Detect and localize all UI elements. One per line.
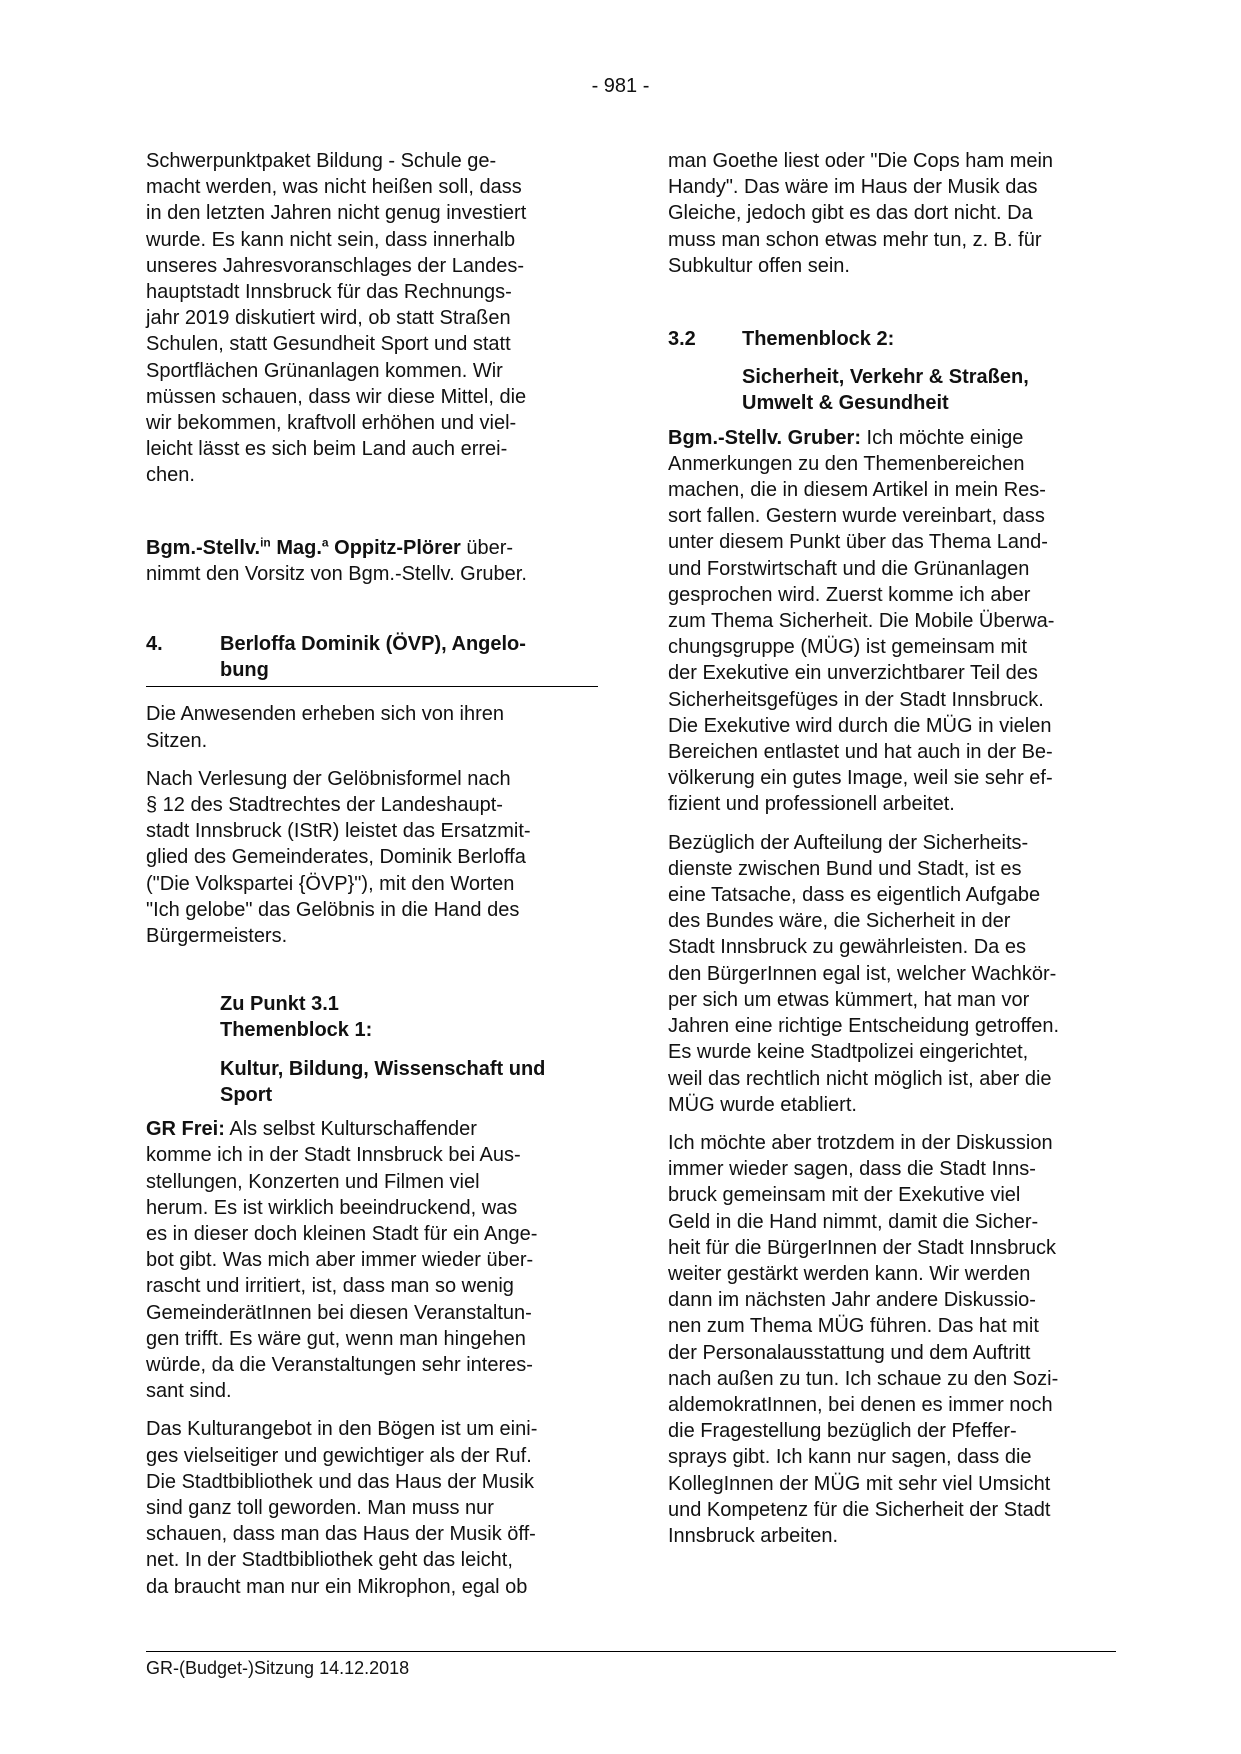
page-footer: GR-(Budget-)Sitzung 14.12.2018: [146, 1658, 410, 1678]
section-4-heading: 4. Berloffa Dominik (ÖVP), Angelo- bung: [146, 633, 526, 682]
page-number: - 981 -: [591, 75, 650, 97]
paragraph-gruber-2: Bezüglich der Aufteilung der Sicherheits- dienste zwischen Bund und Stadt, ist es eine Tatsache, dass es eigentlich Aufgabe des Bundes wäre, die Sicherheit in der Stadt Innsbruck zu gewährleisten. Da es den BürgerInnen egal ist, welcher Wachkör- per sich um etwas kümmert, hat man vor Jahren eine richtige Entscheidung getroffen. Es wurde keine Stadtpolizei eingerichtet, weil das rechtlich nicht möglich ist, aber die MÜG wurde etabliert.: [668, 831, 1060, 1116]
right-column: [668, 148, 1116, 1561]
footer-rule: [146, 1651, 1116, 1652]
paragraph-schwerpunkt: Schwerpunktpaket Bildung - Schule ge- macht werden, was nicht heißen soll, dass in den letzten Jahren nicht genug investiert wurde. Es kann nicht sein, dass innerhalb unseres Jahresvoranschlages der Landes- hauptstadt Innsbruck für das Rechnungs- jahr 2019 diskutiert wird, ob statt Straßen Schulen, statt Gesundheit Sport und statt Sportflächen Grünanlagen kommen. Wir müssen schauen, dass wir diese Mittel, die wir bekommen, kraftvoll erhöhen und viel- leicht lässt es sich beim Land auch errei- chen.: [146, 150, 527, 487]
paragraph-frei-2: Das Kulturangebot in den Bögen ist um eini- ges vielseitiger und gewichtiger als der Ruf. Die Stadtbibliothek und das Haus der Musik sind ganz toll geworden. Man muss nur schauen, dass man das Haus der Musik öff- net. In der Stadtbibliothek geht das leicht, da braucht man nur ein Mikrophon, egal ob: [146, 1418, 538, 1598]
paragraph-frei-1: GR Frei: Als selbst Kulturschaffender komme ich in der Stadt Innsbruck bei Aus- stellungen, Konzerten und Filmen viel herum. Es ist wirklich beeindruckend, was es in dieser doch kleinen Stadt für ein Ange- bot gibt. Was mich aber immer wieder über- rascht und irritiert, ist, dass man so wenig GemeinderätInnen bei diesen Veranstaltun- gen trifft. Es wäre gut, wenn man hingehen würde, da die Veranstaltungen sehr interes- sant sind.: [146, 1118, 538, 1403]
zu-punkt-heading: Zu Punkt 3.1 Themenblock 1:: [220, 993, 373, 1042]
chair-name: Bgm.-Stellv.$^{in}$ Mag.$^a$ Oppitz-Plörer: [146, 534, 461, 559]
paragraph-rise: Die Anwesenden erheben sich von ihren Sitzen.: [146, 703, 505, 752]
chair-change-note: Bgm.-Stellv.$^{in}$ Mag.$^a$ Oppitz-Plörer über- nimmt den Vorsitz von Bgm.-Stellv. Gruber.: [146, 534, 527, 585]
section-divider: [146, 686, 598, 687]
section-3-2-heading: 3.2 Themenblock 2:: [668, 328, 895, 351]
paragraph-gruber-3: Ich möchte aber trotzdem in der Diskussion immer wieder sagen, dass die Stadt Inns- bruck gemeinsam mit der Exekutive viel Geld in die Hand nimmt, damit die Sicher- heit für die BürgerInnen der Stadt Innsbruck weiter gestärkt werden kann. Wir werden dann im nächsten Jahr andere Diskussio- nen zum Thema MÜG führen. Das hat mit der Personalausstattung und dem Auftritt nach außen zu tun. Ich schaue zu den Sozi- aldemokratInnen, bei denen es immer noch die Fragestellung bezüglich der Pfeffer- sprays gibt. Ich kann nur sagen, dass die KollegInnen der MÜG mit sehr viel Umsicht und Kompetenz für die Sicherheit der Stadt Innsbruck arbeiten.: [668, 1131, 1059, 1547]
left-column: [146, 148, 596, 1612]
kultur-heading: Kultur, Bildung, Wissenschaft und Sport: [220, 1057, 546, 1106]
paragraph-oath: Nach Verlesung der Gelöbnisformel nach § 12 des Stadtrechtes der Landeshaupt- stadt Innsbruck (IStR) leistet das Ersatzmit- glied des Gemeinderates, Dominik Berloffa ("Die Volkspartei {ÖVP}"), mit den Worten "Ich gelobe" das Gelöbnis in die Hand des Bürgermeisters.: [146, 767, 531, 948]
paragraph-gruber-1: Bgm.-Stellv. Gruber: Ich möchte einige Anmerkungen zu den Themenbereichen machen, die in diesem Artikel in mein Res- sort fallen. Gestern wurde vereinbart, dass unter diesem Punkt über das Thema Land- und Forstwirtschaft und die Grünanlagen gesprochen wird. Zuerst komme ich aber zum Thema Sicherheit. Die Mobile Überwa- chungsgruppe (MÜG) ist gemeinsam mit der Exekutive ein unverzichtbarer Teil des Sicherheitsgefüges in der Stadt Innsbruck. Die Exekutive wird durch die MÜG in vielen Bereichen entlastet und hat auch in der Be- völkerung ein gutes Image, weil sie sehr ef- fizient und professionell arbeitet.: [668, 426, 1055, 816]
sicherheit-heading: Sicherheit, Verkehr & Straßen, Umwelt & Gesundheit: [742, 366, 1029, 415]
speaker-name: GR Frei:: [146, 1118, 225, 1141]
speaker-name: Bgm.-Stellv. Gruber:: [668, 426, 861, 449]
paragraph-goethe: man Goethe liest oder "Die Cops ham mein Handy". Das wäre im Haus der Musik das Gleiche, jedoch gibt es das dort nicht. Da muss man schon etwas mehr tun, z. B. für Subkultur offen sein.: [668, 150, 1054, 277]
